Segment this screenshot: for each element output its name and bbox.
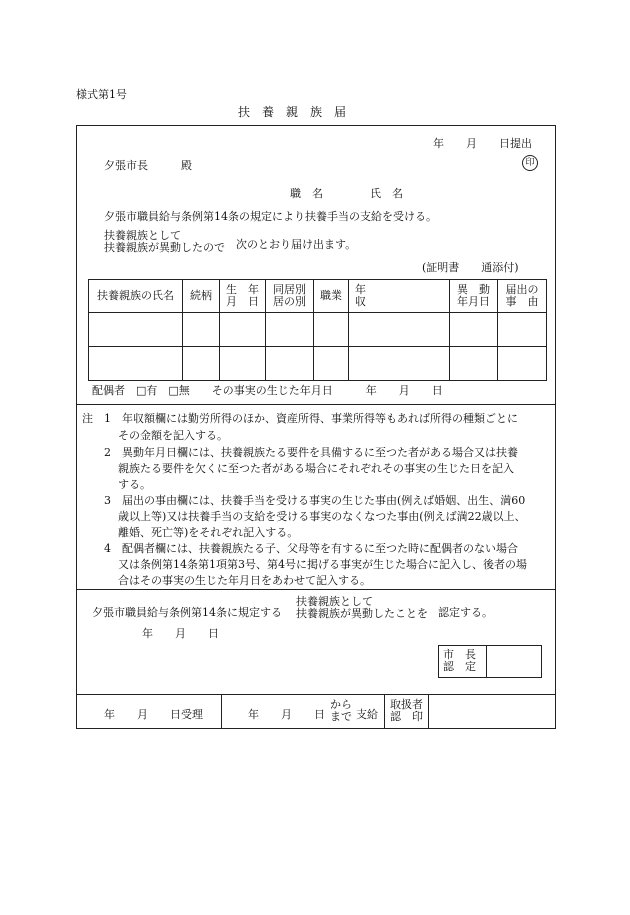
col-relationship: 続柄 [183,280,220,313]
divider [76,694,556,695]
table-cell[interactable] [450,313,498,347]
form-number: 様式第1号 [76,88,127,101]
form-title: 扶 養 親 族 届 [238,105,347,119]
table-cell[interactable] [89,313,183,347]
approval-options [296,596,428,620]
divider [384,694,385,729]
table-cell[interactable] [183,313,220,347]
approval-option-dependent: 扶養親族として [296,595,373,608]
notify-suffix: 次のとおり届け出ます。 [236,238,357,251]
note-line: 親族たる要件を欠くに至つた者がある場合にそれぞれその事実の生じた日を記入 [118,462,514,475]
from-to: から まで [330,698,352,723]
divider [221,694,222,729]
mayor-seal-field[interactable] [488,647,540,676]
handler-seal-field[interactable] [430,696,554,727]
table-cell[interactable] [314,313,349,347]
received-date: 年 月 日受理 [104,708,203,721]
certificate-note: (証明書 通添付) [422,261,519,274]
note-line: 4 配偶者欄には、扶養親族たる子、父母等を有するに至つた時に配偶者のない場合 [104,542,518,555]
table-cell[interactable] [349,313,450,347]
note-line: 歳以上等)又は扶養手当の支給を受ける事実のなくなつた事由(例えば満22歳以上、 [118,510,526,523]
note-line: 3 届出の事由欄には、扶養手当を受ける事実の生じた事由(例えば婚姻、出生、満60 [104,494,526,507]
seal-icon: 印 [522,155,538,171]
divider [486,645,487,678]
col-residence: 同居別 居の別 [266,280,314,313]
notify-option-dependent: 扶養親族として [104,229,181,242]
table-header-row [89,280,547,313]
handler-seal-label: 取扱者 認 印 [390,698,423,723]
table-row [89,347,547,381]
table-cell[interactable] [498,347,547,381]
note-line: する。 [118,478,151,491]
notify-option-changed: 扶養親族が異動したので [104,241,225,254]
statement: 夕張市職員給与条例第14条の規定により扶養手当の支給を受ける。 [104,210,437,223]
table-cell[interactable] [498,313,547,347]
table-cell[interactable] [266,347,314,381]
table-cell[interactable] [450,347,498,381]
col-dependent-name: 扶養親族の氏名 [89,280,183,313]
position-label: 職 名 [290,187,323,200]
approval-suffix: 認定する。 [438,606,493,619]
note-line: 2 異動年月日欄には、扶養親族たる要件を具備するに至つた者がある場合又は扶養 [104,446,518,459]
note-line: 注 1 年収額欄には勤労所得のほか、資産所得、事業所得等もあれば所得の種類ごとに [82,412,518,425]
mayor-approval-label: 市 長 認 定 [443,648,476,673]
divider [76,589,556,590]
divider [76,404,556,405]
col-annual-income: 年 収 [349,280,450,313]
table-cell[interactable] [220,313,266,347]
table-cell[interactable] [220,347,266,381]
col-birthdate: 生 年 月 日 [220,280,266,313]
approval-option-changed: 扶養親族が異動したことを [296,607,428,620]
approval-date: 年 月 日 [142,627,219,640]
col-occupation: 職業 [314,280,349,313]
note-line: 又は条例第14条第1項第3号、第4号に掲げる事実が生じた場合に記入し、後者の場 [118,558,527,571]
table-cell[interactable] [183,347,220,381]
name-label: 氏 名 [370,187,403,200]
divider [428,694,429,729]
submission-date: 年 月 日提出 [433,137,532,150]
col-change-date: 異 動 年月日 [450,280,498,313]
table-cell[interactable] [349,347,450,381]
dependents-table [88,279,547,381]
approval-prefix: 夕張市職員給与条例第14条に規定する [92,606,282,619]
note-line: その金額を記入する。 [118,429,228,442]
payment-date: 年 月 日 [248,708,325,721]
table-row [89,313,547,347]
payment-label: 支給 [356,708,378,721]
note-line: 離婚、死亡等)をそれぞれ記入する。 [118,526,299,539]
table-cell[interactable] [89,347,183,381]
table-cell[interactable] [314,347,349,381]
addressee: 夕張市長 殿 [104,159,192,172]
note-line: 合はその事実の生じた年月日をあわせて記入する。 [118,574,371,587]
notify-options [104,230,225,254]
table-cell[interactable] [266,313,314,347]
col-reason: 届出の 事 由 [498,280,547,313]
spouse-line: 配偶者 □有 □無 その事実の生じた年月日 年 月 日 [92,384,443,397]
